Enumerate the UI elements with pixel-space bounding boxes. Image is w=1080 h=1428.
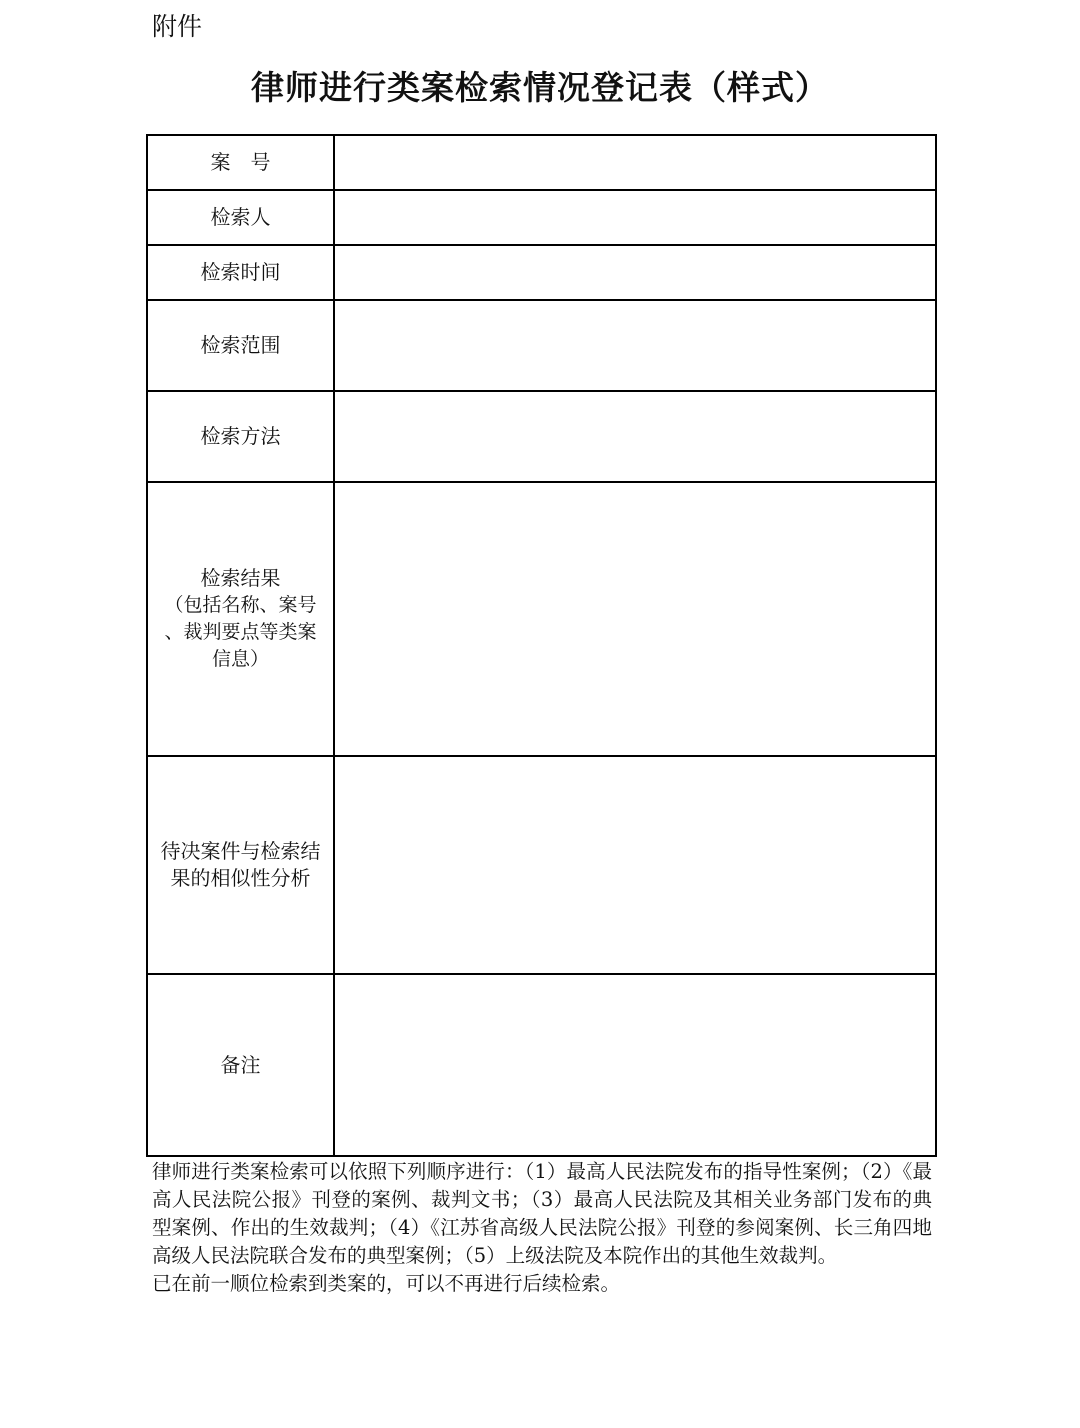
similarity-analysis-label-line-2: 果的相似性分析 xyxy=(170,866,311,890)
search-order-paragraph: 律师进行类案检索可以依照下列顺序进行：（1）最高人民法院发布的指导性案例；（2）《最高人民法院公报》刊登的案例、裁判文书；（3）最高人民法院及其相关业务部门发布的典型案例、作出的生效裁判；（4）《江苏省高级人民法院公报》刊登的参阅案例、长三角四地高级人民法院联合发布的典型案例；（5）上级法院及本院作出的其他生效裁判。 xyxy=(152,1160,932,1267)
similarity-analysis-label xyxy=(147,756,334,974)
search-results-label-title: 检索结果 xyxy=(200,566,281,590)
page-title: 律师进行类案检索情况登记表（样式） xyxy=(251,68,829,107)
form-row-remarks xyxy=(147,974,936,1156)
search-method-field[interactable] xyxy=(334,391,936,482)
search-results-label-note-line-3: 信息） xyxy=(211,648,269,670)
search-scope-field[interactable] xyxy=(334,300,936,391)
search-results-label xyxy=(147,482,334,756)
case-number-label: 案 号 xyxy=(147,135,334,190)
form-row-search-scope xyxy=(147,300,936,391)
search-results-label-note-line-2: 、裁判要点等类案 xyxy=(164,621,317,643)
search-results-label-note-line-1: （包括名称、案号 xyxy=(164,594,317,616)
searcher-field[interactable] xyxy=(334,190,936,245)
form-row-searcher xyxy=(147,190,936,245)
similarity-analysis-label-line-1: 待决案件与检索结 xyxy=(160,839,321,863)
searcher-label: 检索人 xyxy=(147,190,334,245)
search-method-label: 检索方法 xyxy=(147,391,334,482)
form-row-similarity-analysis xyxy=(147,756,936,974)
search-scope-label: 检索范围 xyxy=(147,300,334,391)
form-row-search-method xyxy=(147,391,936,482)
form-row-search-time xyxy=(147,245,936,300)
remarks-label: 备注 xyxy=(147,974,334,1156)
search-time-field[interactable] xyxy=(334,245,936,300)
case-number-field[interactable] xyxy=(334,135,936,190)
similarity-analysis-field[interactable] xyxy=(334,756,936,974)
remarks-field[interactable] xyxy=(334,974,936,1156)
search-stop-paragraph: 已在前一顺位检索到类案的，可以不再进行后续检索。 xyxy=(152,1272,621,1295)
form-row-case-number xyxy=(147,135,936,190)
attachment-label: 附件 xyxy=(152,12,203,41)
form-row-search-results xyxy=(147,482,936,756)
search-time-label: 检索时间 xyxy=(147,245,334,300)
search-results-field[interactable] xyxy=(334,482,936,756)
search-order-notes xyxy=(152,1158,932,1298)
registration-form-table xyxy=(146,134,937,1157)
